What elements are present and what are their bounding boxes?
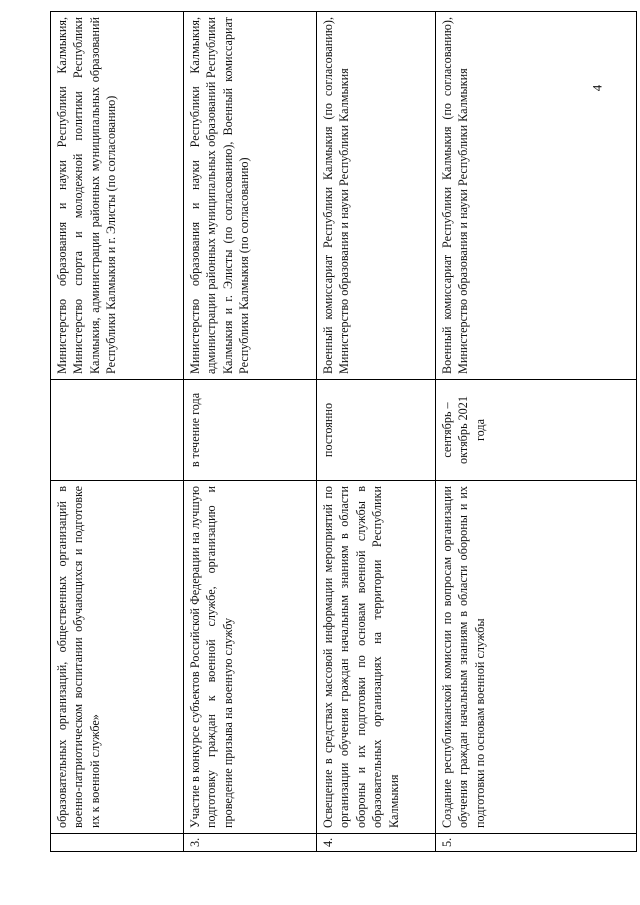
- row-number: 5.: [436, 834, 637, 852]
- term-text: в течение года: [184, 380, 317, 481]
- row-number: 3.: [184, 834, 317, 852]
- executors-text: Военный комиссариат Республики Калмыкия (по согласованию), Министерство образования и науки Республики Калмыкия: [317, 12, 436, 380]
- page-number: 4: [589, 84, 605, 92]
- event-text: Участие в конкурсе субъектов Российской Федерации на лучшую подготовку граждан к военной службе, организацию и проведение призыва на военную службу: [184, 481, 317, 834]
- event-text: образовательных организаций, общественных организаций в военно-патриотическом воспитании обучающихся и подготовке их к военной службе»: [51, 481, 184, 834]
- executors-text: Министерство образования и науки Республики Калмыкия, Министерство спорта и молодежной политики Республики Калмыкия, администрации районных муниципальных образований Республики Калмыкия и г. Элисты (по согласованию): [51, 12, 184, 380]
- event-text: Освещение в средствах массовой информации мероприятий по организации обучения граждан начальным знаниям в области обороны и их подготовки по основам военной службы в образовательных организациях на территории Республики Калмыкия: [317, 481, 436, 834]
- rotated-table-wrapper: [50, 12, 637, 852]
- row-number: 4.: [317, 834, 436, 852]
- table-row: [436, 12, 637, 852]
- events-table: [50, 11, 637, 852]
- term-text: сентябрь – октябрь 2021 года: [436, 380, 637, 481]
- executors-text: Министерство образования и науки Республики Калмыкия, администрации районных муниципальных образований Республики Калмыкия и г. Элисты (по согласованию), Военный комиссариат Республики Калмыкия (по согласованию): [184, 12, 317, 380]
- table-row: [184, 12, 317, 852]
- row-number: [51, 834, 184, 852]
- executors-text: Военный комиссариат Республики Калмыкия (по согласованию), Министерство образования и науки Республики Калмыкия: [436, 12, 637, 380]
- table-row: [317, 12, 436, 852]
- term-text: [51, 380, 184, 481]
- term-text: постоянно: [317, 380, 436, 481]
- event-text: Создание республиканской комиссии по вопросам организации обучения граждан начальным знаниям в области обороны и их подготовки по основам военной службы: [436, 481, 637, 834]
- table-row: [51, 12, 184, 852]
